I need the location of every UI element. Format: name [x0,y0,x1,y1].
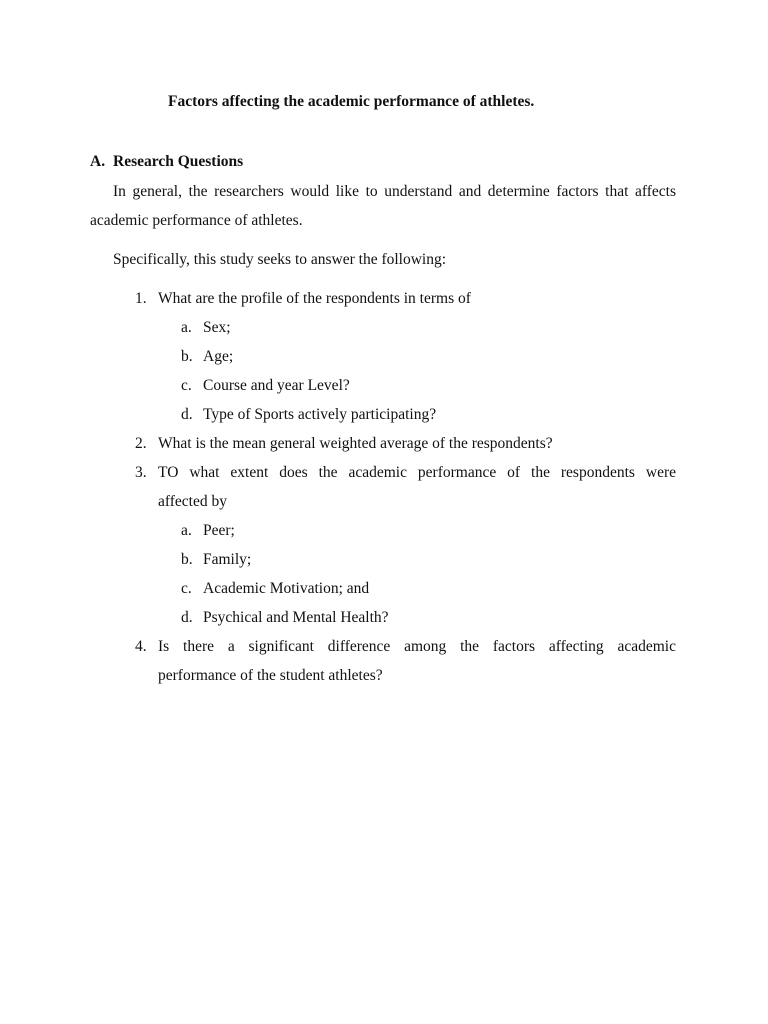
intro-line-1: In general, the researchers would like to understand and determine factors that affects [113,183,676,200]
list-item [181,580,369,598]
list-item [181,522,235,540]
item-letter: b. [181,551,193,568]
intro-line-2: academic performance of athletes. [90,212,303,229]
question-4 [135,638,676,656]
section-heading-text: Research Questions [113,153,244,170]
question-text: What is the mean general weighted average of the respondents? [158,435,553,452]
item-text: Family; [203,551,252,568]
item-letter: b. [181,348,193,365]
item-letter: a. [181,319,192,336]
item-letter: d. [181,609,193,626]
section-heading [90,153,243,171]
item-text: Sex; [203,319,231,336]
list-item [181,406,436,424]
question-text: Is there a significant difference among the factors affecting academic [158,638,676,655]
question-number: 3. [135,464,147,481]
item-letter: a. [181,522,192,539]
list-item [181,609,389,627]
question-2 [135,435,553,453]
item-letter: c. [181,580,192,597]
item-text: Peer; [203,522,235,539]
document-title: Factors affecting the academic performance of athletes. [168,93,535,110]
section-letter: A. [90,153,106,170]
question-4-continued: performance of the student athletes? [158,667,383,684]
item-letter: c. [181,377,192,394]
item-text: Age; [203,348,234,365]
question-text: What are the profile of the respondents in terms of [158,290,471,307]
item-text: Course and year Level? [203,377,350,394]
question-3-continued: affected by [158,493,227,510]
list-item [181,319,231,337]
question-number: 1. [135,290,147,307]
item-text: Psychical and Mental Health? [203,609,389,626]
item-text: Type of Sports actively participating? [203,406,437,423]
question-number: 2. [135,435,147,452]
item-letter: d. [181,406,193,423]
question-3 [135,464,676,482]
question-text: TO what extent does the academic performance of the respondents were [158,464,676,481]
item-text: Academic Motivation; and [203,580,370,597]
question-number: 4. [135,638,147,655]
list-item [181,551,251,569]
list-item [181,348,233,366]
specific-paragraph: Specifically, this study seeks to answer the following: [113,251,447,268]
question-1 [135,290,471,308]
list-item [181,377,350,395]
